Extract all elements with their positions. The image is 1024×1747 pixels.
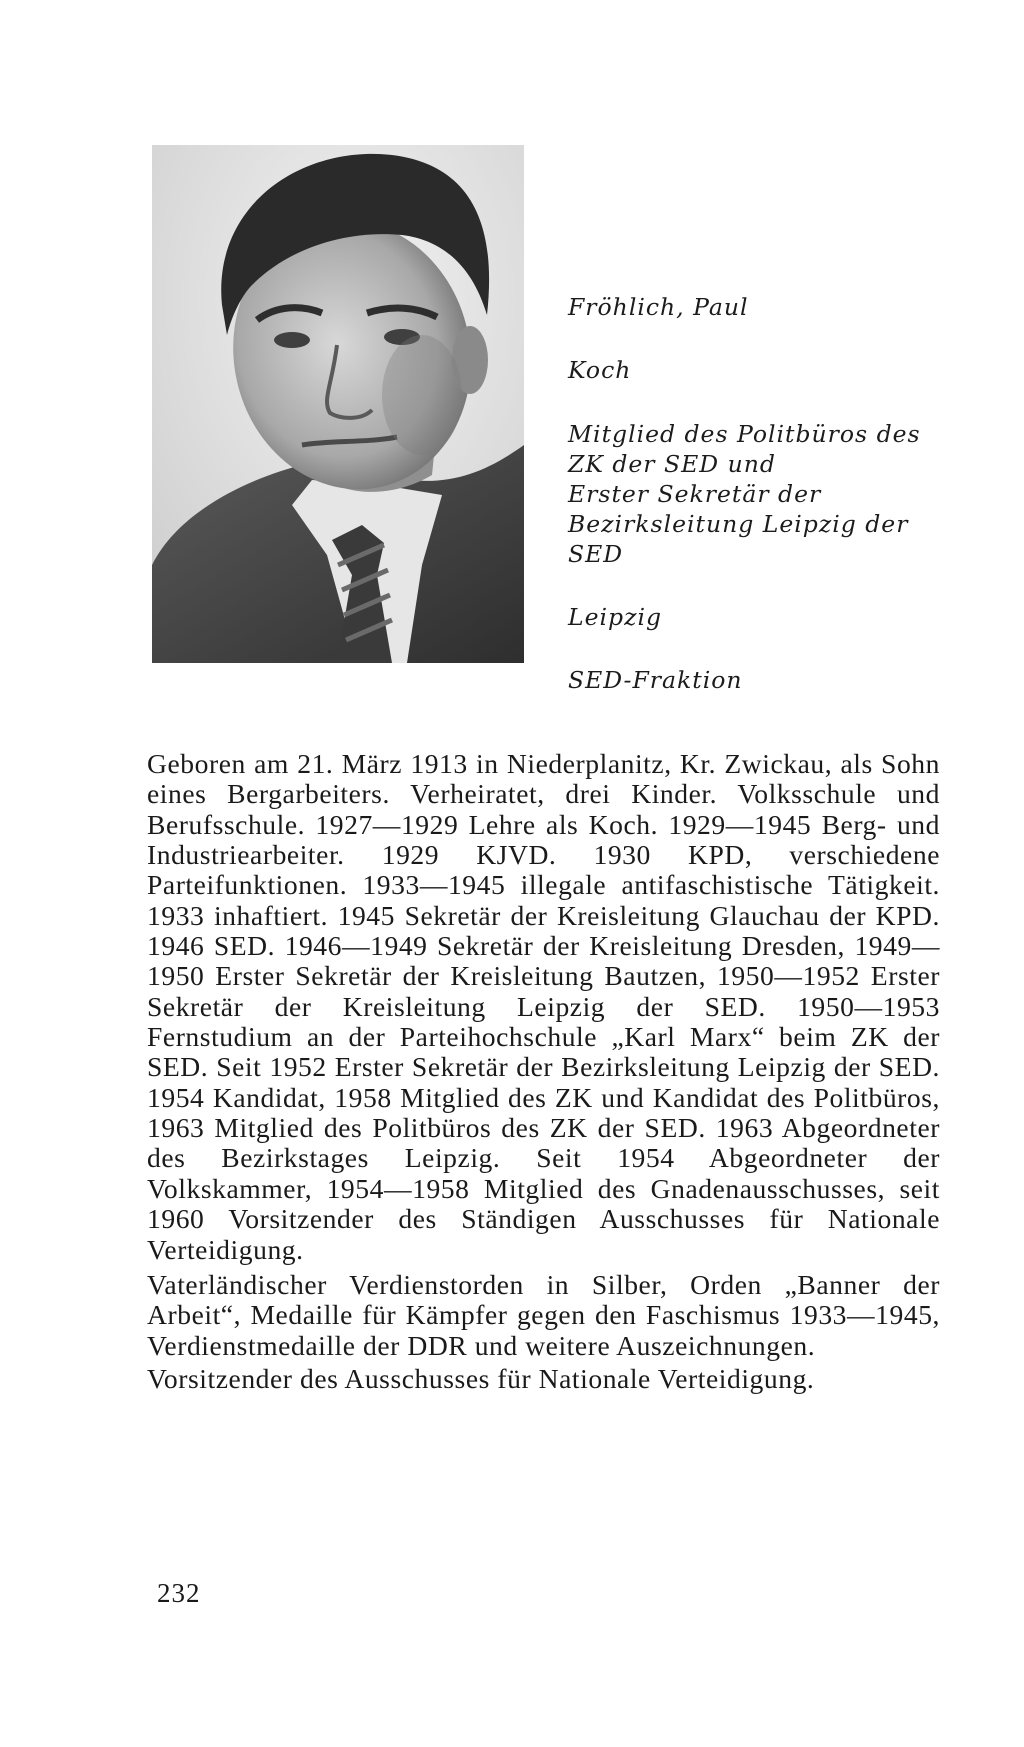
portrait-photo	[152, 145, 524, 663]
constituency: Leipzig	[568, 603, 663, 631]
faction: SED-Fraktion	[568, 666, 743, 694]
profession: Koch	[568, 356, 632, 384]
committee-paragraph: Vorsitzender des Ausschusses für Nationale Verteidigung.	[147, 1362, 815, 1394]
person-name: Fröhlich, Paul	[568, 293, 749, 321]
function-line: ZK der SED und	[568, 450, 776, 478]
biography-text	[147, 749, 940, 1394]
biography-caption	[568, 292, 968, 695]
function-line: Mitglied des Politbüros des	[568, 420, 921, 448]
page-number: 232	[157, 1578, 201, 1608]
function-line: SED	[568, 540, 624, 568]
function-line: Erster Sekretär der	[568, 480, 822, 508]
biography-paragraph: Geboren am 21. März 1913 in Niederplanitz, Kr. Zwickau, als Sohn eines Bergarbeiters. Verheiratet, drei Kinder. Volksschule und Berufsschule. 1927—1929 Lehre als Koch. 1929—1945 Berg- und Industriearbeiter. 1929 KJVD. 1930 KPD, verschiedene Parteifunktionen. 1933—1945 illegale antifaschistische Tätigkeit. 1933 inhaftiert. 1945 Sekretär der Kreisleitung Glauchau der KPD. 1946 SED. 1946—1949 Sekretär der Kreisleitung Dresden, 1949—1950 Erster Sekretär der Kreisleitung Bautzen, 1950—1952 Erster Sekretär der Kreisleitung Leipzig der SED. 1950—1953 Fernstudium an der Parteihochschule „Karl Marx“ beim ZK der SED. Seit 1952 Erster Sekretär der Bezirksleitung Leipzig der SED. 1954 Kandidat, 1958 Mitglied des ZK und Kandidat des Politbüros, 1963 Mitglied des Politbüros des ZK der SED. 1963 Abgeordneter des Bezirkstages Leipzig. Seit 1954 Abgeordneter der Volkskammer, 1954—1958 Mitglied des Gnadenausschusses, seit 1960 Vorsitzender des Ständigen Ausschusses für Nationale Verteidigung.	[147, 748, 940, 1265]
portrait-illustration	[152, 145, 524, 663]
awards-paragraph: Vaterländischer Verdienstorden in Silber, Orden „Banner der Arbeit“, Medaille für Kämpfer gegen den Faschismus 1933—1945, Verdienstmedaille der DDR und weitere Auszeichnungen.	[147, 1268, 940, 1361]
function-line: Bezirksleitung Leipzig der	[568, 510, 909, 538]
